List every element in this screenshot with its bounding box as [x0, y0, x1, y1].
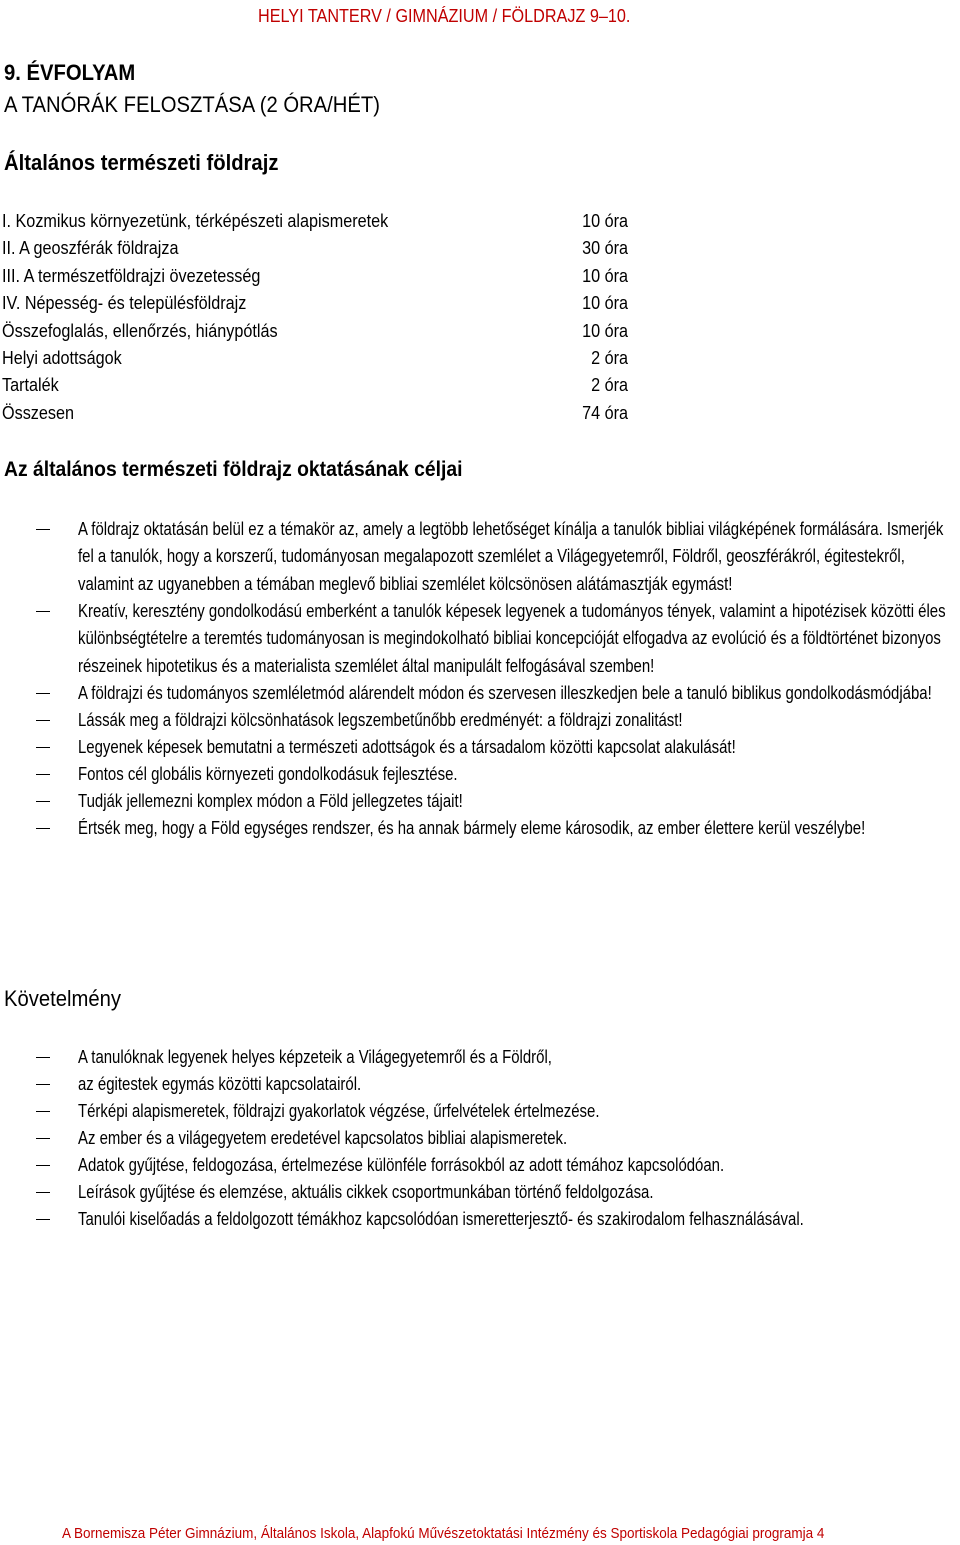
list-item [0, 680, 960, 707]
list-item [0, 1044, 960, 1071]
list-item [0, 707, 960, 734]
topic-label: Összefoglalás, ellenőrzés, hiánypótlás [2, 320, 278, 341]
dash-bullet [36, 828, 50, 829]
topic-hours: 74 óra [582, 402, 628, 423]
list-item-text: Tanulói kiselőadás a feldolgozott témákhoz kapcsolódóan ismeretterjesztő- és szakirodalom felhasználásával. [78, 1209, 804, 1229]
list-item [0, 815, 960, 842]
dash-bullet [36, 1057, 50, 1058]
dash-bullet [36, 611, 50, 612]
topic-label: Tartalék [2, 375, 59, 396]
topic-label: IV. Népesség- és településföldrajz [2, 293, 247, 314]
list-item-text: A földrajzi és tudományos szemléletmód alárendelt módon és szervesen illeszkedjen bele a tanuló biblikus gondolkodásmódjába! [78, 683, 932, 703]
dash-bullet [36, 720, 50, 721]
topic-row [2, 372, 642, 399]
list-item [0, 761, 960, 788]
list-item [0, 788, 960, 815]
list-item [0, 1098, 960, 1125]
topic-hours: 10 óra [582, 211, 628, 231]
list-item [0, 1071, 960, 1098]
topic-hours-table [2, 208, 642, 427]
topic-label: Összesen [2, 402, 75, 423]
list-item-text: Értsék meg, hogy a Föld egységes rendszer, és ha annak bármely eleme károsodik, az ember élettere kerül veszélybe! [78, 818, 866, 838]
topic-row [2, 345, 642, 372]
list-item [0, 1179, 960, 1206]
dash-bullet [36, 747, 50, 748]
dash-bullet [36, 1219, 50, 1220]
list-item [0, 734, 960, 761]
topic-row [2, 208, 642, 235]
allocation-title: A TANÓRÁK FELOSZTÁSA (2 ÓRA/HÉT) [4, 92, 381, 117]
grade-title: 9. ÉVFOLYAM [4, 60, 136, 85]
list-item-text: Fontos cél globális környezeti gondolkodásuk fejlesztése. [78, 764, 458, 784]
topic-label: III. A természetföldrajzi övezetesség [2, 265, 261, 286]
list-item-text: Tudják jellemezni komplex módon a Föld jellegzetes tájait! [78, 791, 463, 811]
subject-title: Általános természeti földrajz [4, 150, 279, 175]
goals-list [0, 516, 960, 842]
list-item [0, 1206, 960, 1233]
dash-bullet [36, 1165, 50, 1166]
topic-label: II. A geoszférák földrajza [2, 238, 179, 259]
topic-hours: 10 óra [582, 265, 628, 286]
page-header: HELYI TANTERV / GIMNÁZIUM / FÖLDRAJZ 9–10. [258, 6, 631, 26]
goals-heading: Az általános természeti földrajz oktatásának céljai [4, 458, 463, 481]
list-item-text: A tanulóknak legyenek helyes képzeteik a Világegyetemről és a Földről, [78, 1047, 552, 1067]
topic-row [2, 235, 642, 262]
topic-row [2, 290, 642, 317]
topic-hours: 10 óra [582, 293, 628, 314]
list-item-text: Legyenek képesek bemutatni a természeti adottságok és a társadalom közötti kapcsolat alakulását! [78, 737, 736, 757]
requirements-list [0, 1044, 960, 1233]
dash-bullet [36, 774, 50, 775]
page-footer: A Bornemisza Péter Gimnázium, Általános Iskola, Alapfokú Művészetoktatási Intézmény és Sportiskola Pedagógiai programja 4 [62, 1525, 825, 1542]
list-item [0, 516, 960, 598]
list-item [0, 1125, 960, 1152]
list-item-text: Lássák meg a földrajzi kölcsönhatások legszembetűnőbb eredményét: a földrajzi zonalitást! [78, 710, 683, 730]
topic-hours: 2 óra [591, 347, 628, 368]
topic-label: I. Kozmikus környezetünk, térképészeti alapismeretek [2, 211, 389, 231]
dash-bullet [36, 1111, 50, 1112]
dash-bullet [36, 1192, 50, 1193]
topic-hours: 30 óra [582, 238, 628, 259]
topic-label: Helyi adottságok [2, 347, 122, 368]
list-item-text: Leírások gyűjtése és elemzése, aktuális cikkek csoportmunkában történő feldolgozása. [78, 1182, 654, 1202]
list-item [0, 598, 960, 680]
list-item [0, 1152, 960, 1179]
topic-row [2, 318, 642, 345]
list-item-text: az égitestek egymás közötti kapcsolatairól. [78, 1074, 362, 1094]
requirements-heading: Követelmény [4, 986, 122, 1011]
list-item-text: Kreatív, keresztény gondolkodású emberként a tanulók képesek legyenek a tudományos tények, valamint a hipotézisek közötti éles különbségtételre a teremtés tudományosan is megindokolható bibliai koncepcióját elfogadva az evolúció és a földtörténet bizonyos részeinek hipotetikus és a materialista szemlélet által manipulált felfogásával szemben! [78, 601, 946, 676]
list-item-text: Az ember és a világegyetem eredetével kapcsolatos bibliai alapismeretek. [78, 1128, 568, 1148]
dash-bullet [36, 693, 50, 694]
topic-row [2, 263, 642, 290]
dash-bullet [36, 801, 50, 802]
list-item-text: Adatok gyűjtése, feldogozása, értelmezése különféle forrásokból az adott témához kapcsolódóan. [78, 1155, 725, 1175]
topic-hours: 2 óra [591, 375, 628, 396]
topic-hours: 10 óra [582, 320, 628, 341]
topic-row [2, 400, 642, 427]
dash-bullet [36, 529, 50, 530]
dash-bullet [36, 1138, 50, 1139]
list-item-text: A földrajz oktatásán belül ez a témakör az, amely a legtöbb lehetőséget kínálja a tanulók bibliai világképének formálására. Ismerjék fel a tanulók, hogy a korszerű, tudományosan megalapozott szemlélet a Világegyetemről, Földről, geoszférákról, égitestekről, valamint az ugyanebben a témában meglevő bibliai szemlélet kölcsönösen alátámasztják egymást! [78, 519, 944, 594]
list-item-text: Térképi alapismeretek, földrajzi gyakorlatok végzése, űrfelvételek értelmezése. [78, 1101, 600, 1121]
dash-bullet [36, 1084, 50, 1085]
